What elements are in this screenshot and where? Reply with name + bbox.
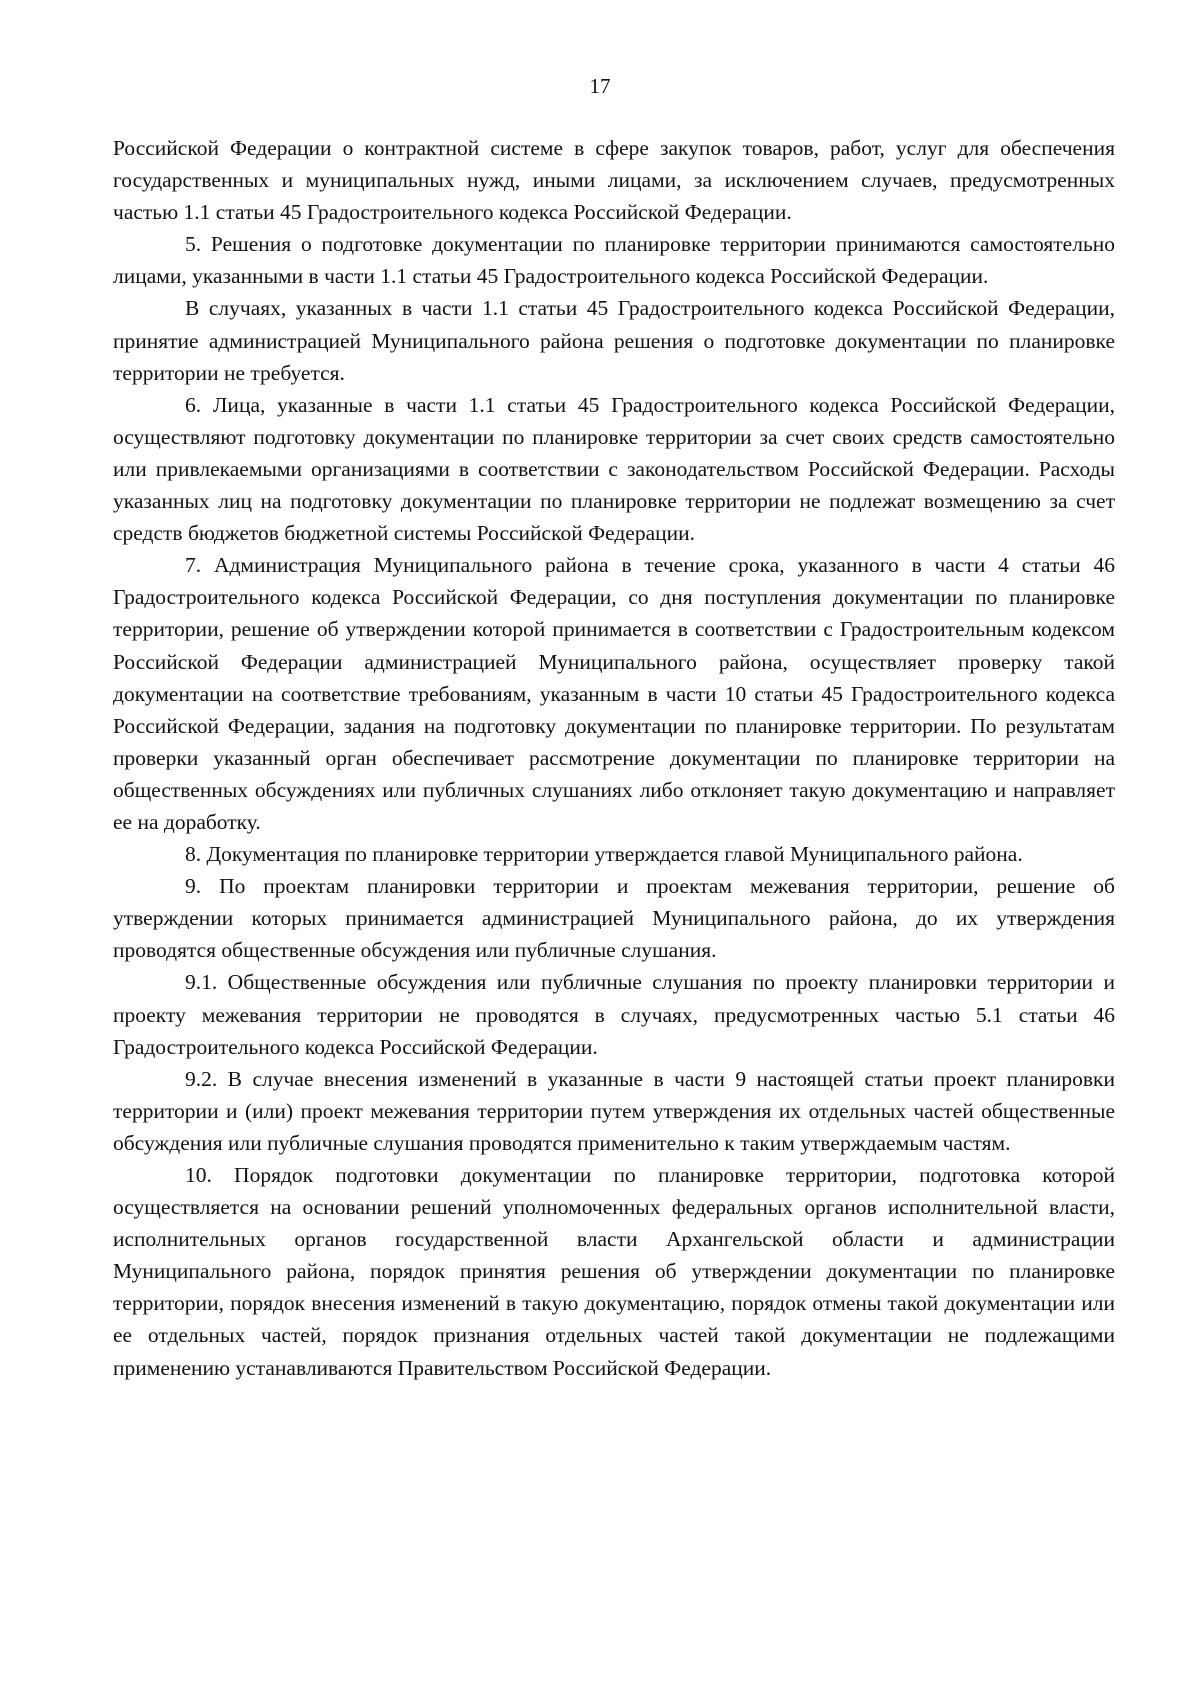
paragraph-item-5-cases: В случаях, указанных в части 1.1 статьи 45 Градостроительного кодекса Российской Федерации, принятие администрацией Муниципального района решения о подготовке документации по планировке территории не требуется. — [113, 296, 1115, 385]
paragraph-item-10: 10. Порядок подготовки документации по планировке территории, подготовка которой осуществляется на основании решений уполномоченных федеральных органов исполнительной власти, исполнительных органов государственной власти Архангельской области и администрации Муниципального района, порядок принятия решения об утверждении документации по планировке территории, порядок внесения изменений в такую документацию, порядок отмены такой документации или ее отдельных частей, порядок признания отдельных частей такой документации не подлежащими применению устанавливаются Правительством Российской Федерации. — [113, 1163, 1115, 1380]
paragraph-item-8: 8. Документация по планировке территории утверждается главой Муниципального района. — [185, 842, 1023, 867]
page-number: 17 — [589, 74, 611, 98]
paragraph-item-7: 7. Администрация Муниципального района в течение срока, указанного в части 4 статьи 46 Градостроительного кодекса Российской Федерации, со дня поступления документации по планировке территории, решение об утверждении которой принимается в соответствии с Градостроительным кодексом Российской Федерации администрацией Муниципального района, осуществляет проверку такой документации на соответствие требованиям, указанным в части 10 статьи 45 Градостроительного кодекса Российской Федерации, задания на подготовку документации по планировке территории. По результатам проверки указанный орган обеспечивает рассмотрение документации по планировке территории на общественных обсуждениях или публичных слушаниях либо отклоняет такую документацию и направляет ее на доработку. — [113, 553, 1115, 834]
paragraph-item-9: 9. По проектам планировки территории и проектам межевания территории, решение об утверждении которых принимается администрацией Муниципального района, до их утверждения проводятся общественные обсуждения или публичные слушания. — [113, 874, 1115, 963]
paragraph-item-9-2: 9.2. В случае внесения изменений в указанные в части 9 настоящей статьи проект планировки территории и (или) проект межевания территории путем утверждения их отдельных частей общественные обсуждения или публичные слушания проводятся применительно к таким утверждаемым частям. — [113, 1066, 1115, 1155]
paragraph-item-5: 5. Решения о подготовке документации по планировке территории принимаются самостоятельно лицами, указанными в части 1.1 статьи 45 Градостроительного кодекса Российской Федерации. — [113, 232, 1115, 289]
paragraph-item-9-1: 9.1. Общественные обсуждения или публичные слушания по проекту планировки территории и проекту межевания территории не проводятся в случаях, предусмотренных частью 5.1 статьи 46 Градостроительного кодекса Российской Федерации. — [113, 970, 1115, 1059]
paragraph-item-6: 6. Лица, указанные в части 1.1 статьи 45 Градостроительного кодекса Российской Федерации, осуществляют подготовку документации по планировке территории за счет своих средств самостоятельно или привлекаемыми организациями в соответствии с законодательством Российской Федерации. Расходы указанных лиц на подготовку документации по планировке территории не подлежат возмещению за счет средств бюджетов бюджетной системы Российской Федерации. — [113, 392, 1115, 546]
paragraph-continuation: Российской Федерации о контрактной системе в сфере закупок товаров, работ, услуг для обеспечения государственных и муниципальных нужд, иными лицами, за исключением случаев, предусмотренных частью 1.1 статьи 45 Градостроительного кодекса Российской Федерации. — [113, 136, 1115, 225]
document-body — [113, 132, 1115, 1384]
